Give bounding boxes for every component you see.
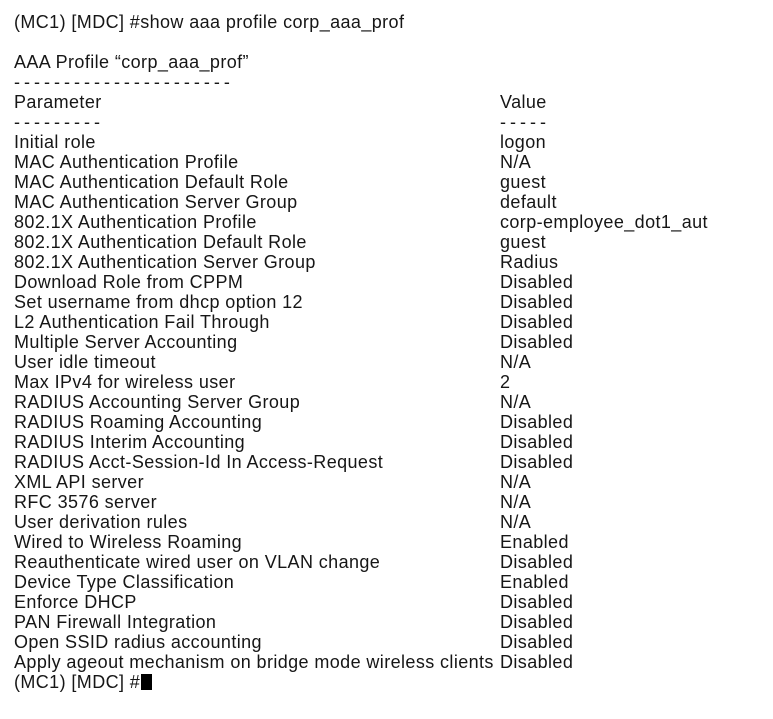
parameter-value: N/A: [500, 352, 532, 372]
table-row: [14, 272, 773, 292]
parameter-name: Set username from dhcp option 12: [14, 292, 303, 312]
parameter-value: Disabled: [500, 412, 574, 432]
parameter-name: User idle timeout: [14, 352, 156, 372]
parameter-name: XML API server: [14, 472, 144, 492]
value-underline-dashes: -----: [500, 112, 550, 132]
prompt-line[interactable]: [14, 672, 773, 692]
parameter-value: Disabled: [500, 652, 574, 672]
profile-title-text: AAA Profile “corp_aaa_prof”: [14, 52, 249, 72]
table-row: [14, 652, 773, 672]
table-row: [14, 512, 773, 532]
table-row: [14, 412, 773, 432]
parameter-name: MAC Authentication Default Role: [14, 172, 289, 192]
parameter-value: N/A: [500, 492, 532, 512]
parameter-value: logon: [500, 132, 547, 152]
table-row: [14, 632, 773, 652]
table-row: [14, 332, 773, 352]
table-header-underline-row: [14, 112, 773, 132]
parameter-name: MAC Authentication Server Group: [14, 192, 298, 212]
parameter-value: Disabled: [500, 312, 574, 332]
parameter-value: Enabled: [500, 532, 569, 552]
table-row: [14, 132, 773, 152]
table-row: [14, 472, 773, 492]
parameter-name: RFC 3576 server: [14, 492, 158, 512]
parameter-name: RADIUS Interim Accounting: [14, 432, 246, 452]
command-text: (MC1) [MDC] #show aaa profile corp_aaa_prof: [14, 12, 405, 32]
parameter-name: Wired to Wireless Roaming: [14, 532, 243, 552]
block-cursor-icon: [141, 674, 152, 690]
parameter-value: guest: [500, 232, 547, 252]
title-underline: [14, 72, 773, 92]
blank-line: [14, 32, 773, 52]
table-row: [14, 212, 773, 232]
parameter-name: Multiple Server Accounting: [14, 332, 238, 352]
table-header-row: [14, 92, 773, 112]
parameter-name: Max IPv4 for wireless user: [14, 372, 236, 392]
table-row: [14, 252, 773, 272]
table-row: [14, 592, 773, 612]
table-row: [14, 452, 773, 472]
parameter-name: Enforce DHCP: [14, 592, 137, 612]
parameter-value: Radius: [500, 252, 559, 272]
parameter-value: Enabled: [500, 572, 569, 592]
table-row: [14, 492, 773, 512]
parameter-table-body: [14, 132, 773, 672]
parameter-value: N/A: [500, 472, 532, 492]
parameter-value: Disabled: [500, 432, 574, 452]
parameter-name: Apply ageout mechanism on bridge mode wireless clients: [14, 652, 494, 672]
parameter-name: RADIUS Accounting Server Group: [14, 392, 301, 412]
table-row: [14, 192, 773, 212]
title-underline-dashes: ----------------------: [14, 72, 234, 92]
table-row: [14, 312, 773, 332]
parameter-value: N/A: [500, 392, 532, 412]
prompt-text: (MC1) [MDC] #: [14, 672, 141, 692]
parameter-name: Reauthenticate wired user on VLAN change: [14, 552, 381, 572]
parameter-name: Initial role: [14, 132, 96, 152]
parameter-column-header: Parameter: [14, 92, 102, 112]
parameter-name: User derivation rules: [14, 512, 188, 532]
parameter-name: 802.1X Authentication Default Role: [14, 232, 307, 252]
parameter-name: MAC Authentication Profile: [14, 152, 239, 172]
table-row: [14, 552, 773, 572]
table-row: [14, 392, 773, 412]
command-line: [14, 12, 773, 32]
parameter-value: default: [500, 192, 557, 212]
parameter-name: Download Role from CPPM: [14, 272, 244, 292]
parameter-name: RADIUS Roaming Accounting: [14, 412, 263, 432]
table-row: [14, 152, 773, 172]
parameter-name: 802.1X Authentication Profile: [14, 212, 257, 232]
parameter-value: corp-employee_dot1_aut: [500, 212, 708, 232]
table-row: [14, 612, 773, 632]
parameter-name: RADIUS Acct-Session-Id In Access-Request: [14, 452, 384, 472]
table-row: [14, 532, 773, 552]
parameter-value: 2: [500, 372, 511, 392]
table-row: [14, 352, 773, 372]
parameter-value: Disabled: [500, 452, 574, 472]
parameter-value: N/A: [500, 512, 532, 532]
table-row: [14, 372, 773, 392]
parameter-underline-dashes: ---------: [14, 112, 104, 132]
table-row: [14, 572, 773, 592]
table-row: [14, 432, 773, 452]
parameter-value: Disabled: [500, 592, 574, 612]
parameter-value: guest: [500, 172, 547, 192]
parameter-name: L2 Authentication Fail Through: [14, 312, 270, 332]
parameter-name: PAN Firewall Integration: [14, 612, 217, 632]
parameter-name: Open SSID radius accounting: [14, 632, 262, 652]
parameter-value: Disabled: [500, 332, 574, 352]
parameter-value: Disabled: [500, 612, 574, 632]
parameter-value: Disabled: [500, 272, 574, 292]
parameter-value: Disabled: [500, 552, 574, 572]
table-row: [14, 292, 773, 312]
value-column-header: Value: [500, 92, 547, 112]
parameter-name: 802.1X Authentication Server Group: [14, 252, 316, 272]
parameter-name: Device Type Classification: [14, 572, 235, 592]
parameter-value: Disabled: [500, 632, 574, 652]
parameter-value: N/A: [500, 152, 532, 172]
table-row: [14, 172, 773, 192]
parameter-value: Disabled: [500, 292, 574, 312]
table-row: [14, 232, 773, 252]
profile-title: [14, 52, 773, 72]
